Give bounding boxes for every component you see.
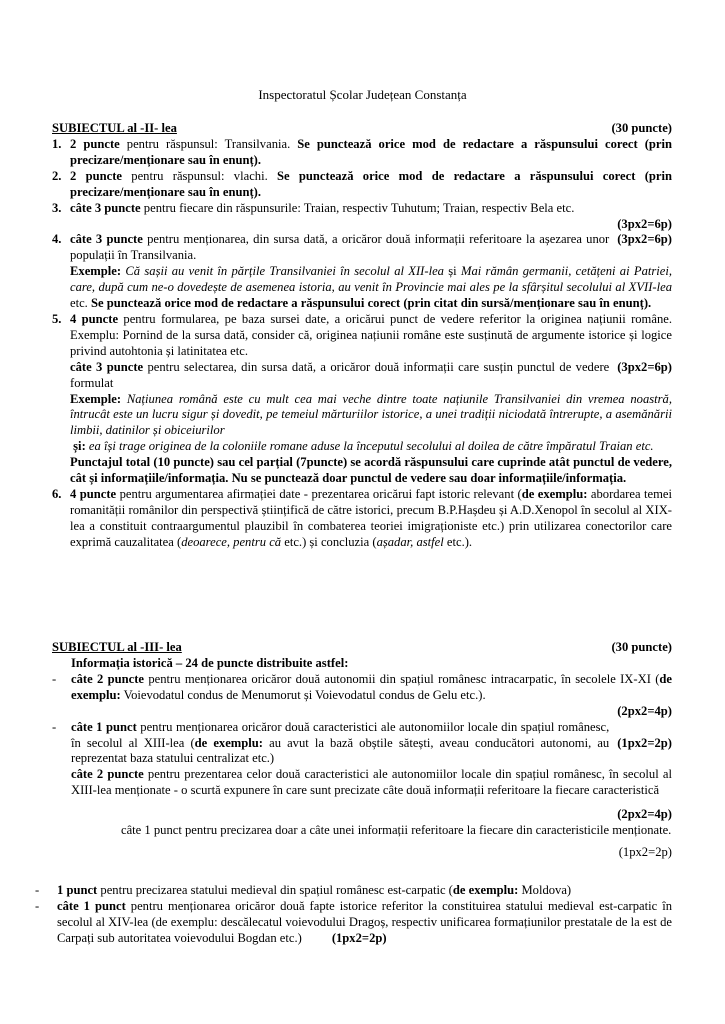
section-2-body	[52, 137, 672, 551]
item-5: 5. 4 puncte pentru formularea, pe baza sursei date, a oricărui punct de vedere referitor la originea națiunii române. Exemplu: Pornind de la sursa dată, consider că, originea națiunii române este susținută de argumente istorice și logice privind autohtonia și latinitatea etc. (3px2=6p) câte 3 puncte pentru selectarea, din sursa dată, a oricăror două informații care susțin punctul de vedere formulat Exemple: Națiunea română este cu mult cea mai veche dintre toate națiunile Transilvaniei din vremea noastră, întrucât este un lucru sigur și dovedit, pe temeiul mărturiilor istorice, a unei tradiții niciodată întrerupte, a asemănării limbii, datinilor și obiceiurilor și: ea își trage originea de la coloniile romane aduse la începutul secolului al doilea de către împăratul Traian etc. Punctajul total (10 puncte) sau cel parțial (7puncte) se acordă răspunsului care cuprinde atât punctul de vedere, cât și informațiile/informația. Nu se punctează doar punctul de vedere sau doar informațiile/informația.	[52, 311, 672, 486]
item-3-text: pentru fiecare din răspunsurile: Traian, respectiv Tuhutum; Traian, respectiv Bela etc.	[140, 200, 575, 215]
s3-item-f-score: (1px2=2p)	[331, 930, 387, 945]
s3-item-b	[52, 719, 672, 768]
item-3-score: (3px2=6p)	[617, 216, 672, 231]
item-5-score: (3px2=6p)	[617, 359, 672, 374]
item-3	[52, 201, 672, 233]
item-2-number: 2.	[52, 168, 62, 183]
item-6	[52, 487, 672, 551]
s3-item-e-text-2: Moldova)	[518, 883, 572, 897]
s3-item-c-text: pentru prezentarea celor două caracteristici ale autonomiilor locale din spațiul românesc, în secolul al XIII-lea menționate - o scurtă expunere în care sunt precizate câte două informații referitoare la fiecare caracteristică	[71, 767, 672, 798]
s3-item-e-dash: -	[35, 883, 40, 897]
s3-item-c-score: (2px2=4p)	[617, 807, 672, 822]
section-3-intro: Informația istorică – 24 de puncte distribuite astfel:	[71, 656, 349, 670]
item-1-text: pentru răspunsul: Transilvania.	[119, 137, 298, 151]
item-5-number: 5.	[52, 311, 62, 326]
item-5-points-2: câte 3 puncte	[70, 359, 144, 374]
item-6-points: 4 puncte	[70, 486, 117, 501]
item-6-conclusion: așadar, astfel	[376, 534, 444, 549]
item-1	[52, 137, 672, 169]
institution-header: Inspectoratul Școlar Județean Constanța	[258, 87, 467, 102]
s3-item-f-points: câte 1 punct	[57, 898, 126, 913]
s3-item-a	[52, 671, 672, 720]
item-4-note: Se punctează orice mod de redactare a răspunsului corect (prin citat din sursă/menționare sau în enunț).	[90, 296, 652, 311]
s3-item-e-example-label: de exemplu:	[452, 883, 519, 897]
section-3-body	[52, 656, 672, 861]
s3-item-a-text-2: Voievodatul condus de Menumorut și Voievodatul condus de Gelu etc.).	[120, 687, 486, 702]
item-5-and: și	[73, 439, 82, 454]
item-4: 4. (3px2=6p) câte 3 puncte pentru menționarea, din sursa dată, a oricăror două informații referitoare la așezarea unor populații în Transilvania. Exemple: Că sașii au venit în părțile Transilvaniei în secolul al XII-lea și Mai rămân germanii, cetățeni ai Patriei, care, după cum ne-o dovedește de asemenea istoria, au venit în Provincie mai ales pe la sfârșitul secolului al XVII-lea etc. Se punctează orice mod de redactare a răspunsului corect (prin citat din sursă/menționare sau în enunț).	[52, 232, 673, 311]
item-2-note: Se punctează orice mod de redactare a răspunsului corect (prin precizare/menționare sau în enunț).	[70, 168, 672, 199]
item-4-number: 4.	[52, 232, 62, 247]
section-3-title-text: SUBIECTUL al -III- lea	[52, 640, 182, 654]
item-3-number: 3.	[52, 200, 62, 215]
item-6-text-1: pentru argumentarea afirmației date - prezentarea oricărui fapt istoric relevant (	[116, 486, 522, 501]
s3-item-d-text: câte 1 punct pentru precizarea doar a câte unei informații referitoare la fiecare din caracteristicile menționate.	[121, 823, 672, 838]
s3-item-b-points: câte 1 punct	[71, 719, 137, 734]
item-1-note: Se punctează orice mod de redactare a răspunsului corect (prin precizare/menționare sau în enunț).	[70, 137, 672, 167]
item-2-points: 2 puncte	[70, 168, 122, 183]
item-4-score: (3px2=6p)	[617, 232, 672, 247]
item-6-number: 6.	[52, 486, 62, 501]
item-4-etc: etc.	[70, 296, 91, 311]
section-2-title	[52, 121, 672, 137]
item-6-connectors: deoarece, pentru că	[181, 534, 282, 549]
section-2-points: (30 puncte)	[611, 121, 672, 135]
s3-item-a-example-label: de exemplu:	[71, 671, 672, 702]
s3-item-f	[35, 898, 672, 947]
s3-item-b-example-label: de exemplu:	[194, 735, 264, 750]
item-4-example-1: Că sașii au venit în părțile Transilvaniei în secolul al XII-lea	[125, 264, 444, 279]
s3-item-b-dash: -	[52, 719, 57, 734]
s3-item-a-text-1: pentru menționarea oricăror două autonomii din spațiul românesc intracarpatic, în secolele IX-XI (	[144, 671, 660, 686]
item-5-text: pentru formularea, pe baza sursei date, a oricărui punct de vedere referitor la originea națiunii române. Exemplu: Pornind de la sursa dată, consider că, originea națiunii române este susținută de argumente istorice și logice privind autohtonia și latinitatea etc.	[70, 311, 672, 358]
item-6-text-3: etc.) și concluzia (	[281, 534, 377, 549]
section-3-body-2	[35, 883, 672, 947]
s3-item-a-score: (2px2=4p)	[617, 703, 672, 718]
item-6-text-2: abordarea temei romanității românilor din perspectivă științifică de către istorici, precum B.P.Hașdeu și A.D.Xenopol în secolul al XIX-lea a constituit contraargumentul plauzibil în combaterea teoriei imigraționiste etc.) prin utilizarea conectorilor care exprimă cauzalitatea (	[70, 486, 672, 549]
item-4-example-2: Mai rămân germanii, cetățeni ai Patriei, care, după cum ne-o dovedește de asemenea istoria, au venit în Provincie mai ales pe la sfârșitul secolului al XVII-lea	[70, 264, 673, 295]
s3-item-c	[71, 767, 672, 823]
s3-item-b-text-1: pentru menționarea oricăror două caracteristici ale autonomiilor locale din spațiul românesc, în secolul al XIII-lea (	[71, 719, 610, 750]
item-6-text-4: etc.).	[443, 534, 473, 549]
s3-item-f-dash: -	[35, 898, 40, 913]
item-4-and: și	[443, 264, 461, 279]
section-2-title-text: SUBIECTUL al -II- lea	[52, 121, 177, 135]
s3-item-a-points: câte 2 puncte	[71, 671, 145, 686]
item-5-text-2: pentru selectarea, din sursa dată, a oricăror două informații care susțin punctul de vedere formulat	[70, 359, 610, 390]
s3-item-d-score: (1px2=2p)	[618, 844, 672, 859]
item-5-note: Punctajul total (10 puncte) sau cel parțial (7puncte) se acordă răspunsului care cuprinde atât punctul de vedere, cât și informațiile/informația. Nu se punctează doar punctul de vedere sau doar informațiile/informația.	[70, 455, 672, 486]
item-5-examples-label: Exemple	[70, 391, 117, 406]
s3-item-b-text-2: au avut la bază obștile sătești, aveau conducători autonomi, au reprezentat baza statului centralizat etc.)	[71, 735, 610, 766]
item-6-example-label: de exemplu:	[521, 486, 588, 501]
item-4-points: câte 3 puncte	[70, 232, 143, 247]
s3-item-e	[35, 883, 672, 899]
item-4-examples-label: Exemple	[70, 264, 117, 279]
s3-item-e-text-1: pentru precizarea statului medieval din spațiul românesc est-carpatic (	[97, 883, 453, 897]
item-2	[52, 169, 672, 201]
s3-item-f-text: pentru menționarea oricăror două fapte istorice referitor la constituirea statului medieval est-carpatic în secolul al XIV-lea (de exemplu: descălecatul voievodului Dragoș, respectiv unificarea formațiunilor prestatale de la est de Carpați sub autoritatea voievodului Bogdan etc.)	[57, 898, 672, 945]
section-3-title	[52, 640, 672, 656]
item-1-points: 2 puncte	[70, 137, 120, 151]
item-1-number: 1.	[52, 137, 62, 151]
s3-item-a-dash: -	[52, 671, 57, 686]
section-3-points: (30 puncte)	[611, 640, 672, 654]
item-5-example-2: ea își trage originea de la coloniile romane aduse la începutul secolului al doilea de către împăratul Traian etc.	[88, 439, 654, 454]
s3-item-b-score: (1px2=2p)	[617, 735, 672, 750]
item-2-text: pentru răspunsul: vlachi.	[121, 168, 278, 183]
s3-item-c-points: câte 2 puncte	[71, 767, 144, 782]
s3-item-e-points: 1 punct	[57, 883, 98, 897]
item-5-example-1: Națiunea română este cu mult cea mai veche dintre toate națiunile Transilvaniei din vremea noastră, întrucât este un lucru sigur și dovedit, pe temeiul mărturiilor istorice, a unei tradiții niciodată întrerupte, a asemănării limbii, datinilor și obiceiurilor	[70, 391, 672, 438]
s3-item-d	[71, 823, 672, 861]
item-5-points: 4 puncte	[70, 311, 119, 326]
item-4-text: pentru menționarea, din sursa dată, a oricăror două informații referitoare la așezarea unor populații în Transilvania.	[70, 232, 610, 263]
item-3-points: câte 3 puncte	[70, 200, 141, 215]
